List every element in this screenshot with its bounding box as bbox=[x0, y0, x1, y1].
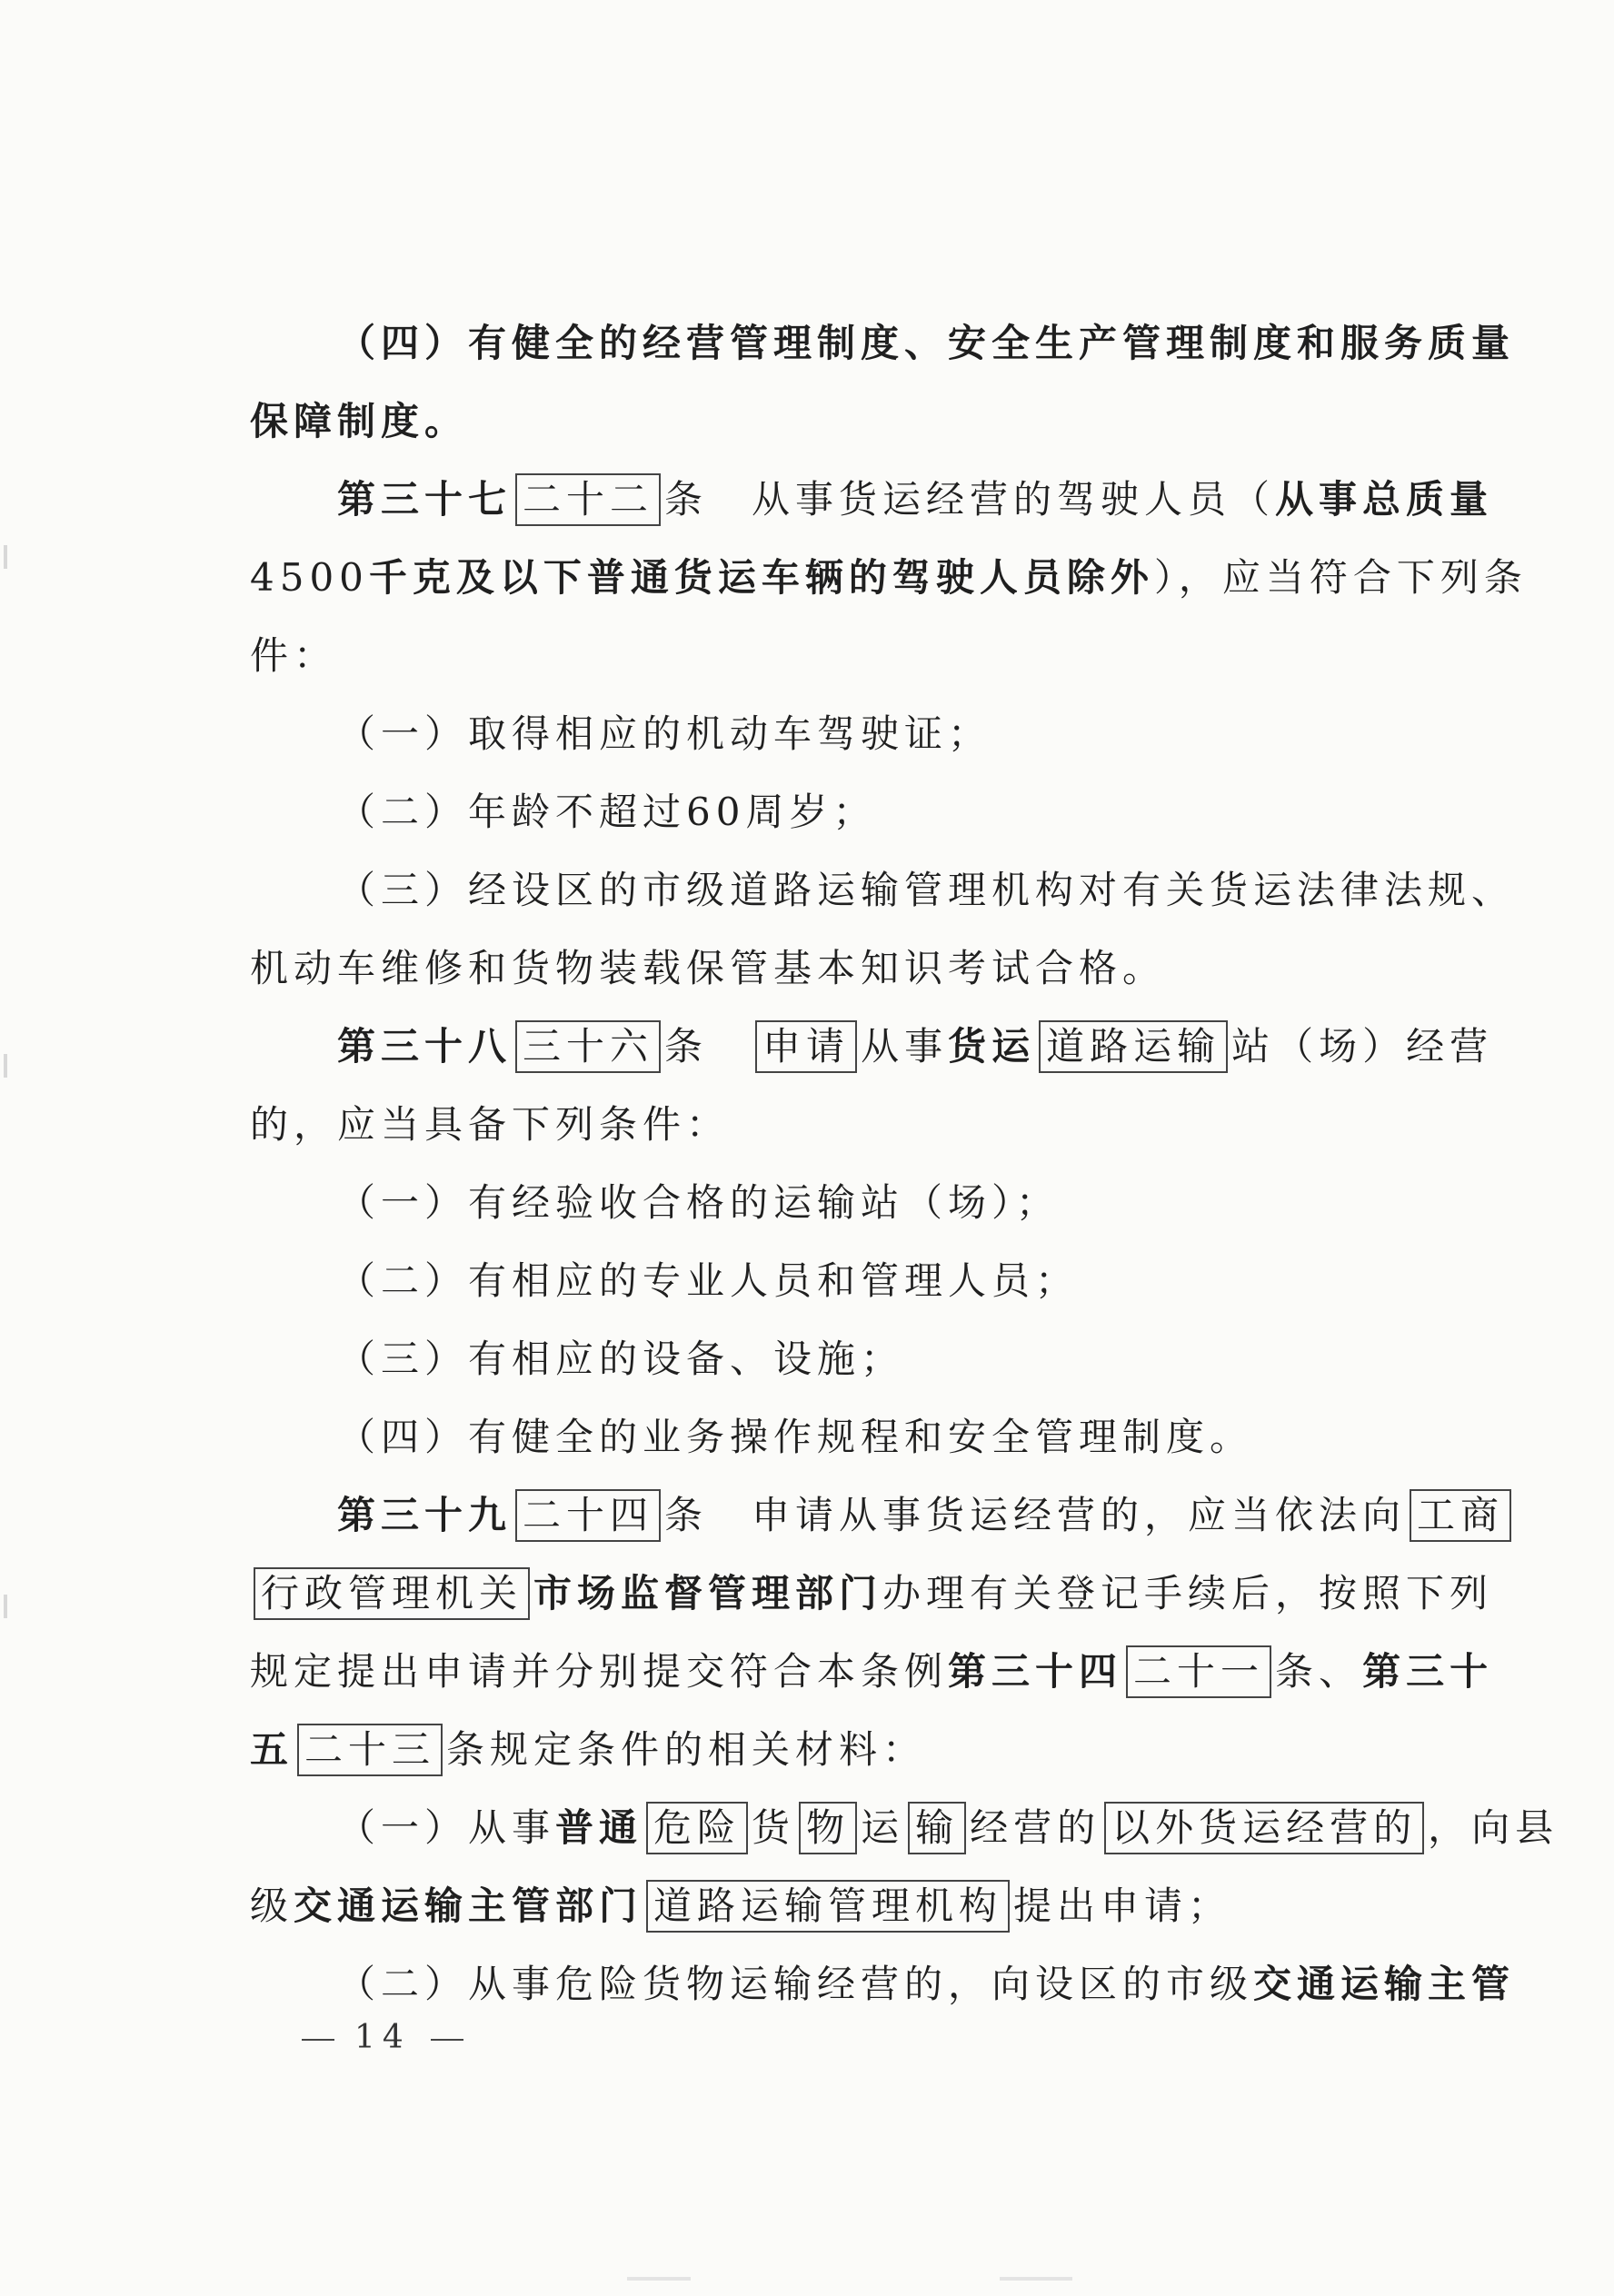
text-segment: 站（场）经营 bbox=[1231, 1024, 1494, 1068]
scan-smudge bbox=[627, 2277, 691, 2281]
text-segment: 机动车维修和货物装载保管基本知识考试合格。 bbox=[250, 946, 1167, 990]
scan-smudge bbox=[1000, 2277, 1072, 2281]
added-text-bold: （四）有健全的经营管理制度、安全生产管理制度和服务质量 bbox=[337, 321, 1516, 365]
text-segment: 级 bbox=[250, 1884, 294, 1928]
added-text-bold: 千克及以下普通货运车辆的驾驶人员除外 bbox=[368, 555, 1154, 600]
text-segment: 的，应当具备下列条件： bbox=[250, 1102, 731, 1147]
text-line bbox=[250, 851, 1516, 929]
deleted-text-box: 危险 bbox=[646, 1802, 748, 1854]
deleted-text-box: 二十一 bbox=[1126, 1645, 1271, 1698]
deleted-text-box: 物 bbox=[799, 1802, 857, 1854]
text-segment: （三）有相应的设备、设施； bbox=[337, 1337, 905, 1381]
text-line bbox=[250, 1086, 1377, 1164]
added-text-bold: 从事总质量 bbox=[1275, 477, 1494, 522]
text-line bbox=[250, 1633, 1494, 1711]
added-text-bold: 第三十七 bbox=[337, 477, 513, 522]
footer-dash-right bbox=[431, 2039, 463, 2041]
text-line bbox=[250, 1476, 1505, 1555]
added-text-bold: 保障制度。 bbox=[250, 399, 469, 443]
scan-edge-mark bbox=[4, 545, 7, 569]
text-segment: （一）取得相应的机动车驾驶证； bbox=[337, 711, 992, 756]
text-segment: 条 申请从事货运经营的，应当依法向 bbox=[664, 1493, 1407, 1537]
text-segment: 条 bbox=[664, 1024, 752, 1068]
text-segment: ，向县 bbox=[1428, 1805, 1559, 1850]
text-segment: 办理有关登记手续后，按照下列 bbox=[882, 1571, 1494, 1615]
text-line bbox=[250, 304, 1516, 383]
text-segment: 条规定条件的相关材料： bbox=[446, 1727, 927, 1772]
document-body bbox=[250, 304, 1559, 2023]
deleted-text-box: 二十三 bbox=[297, 1724, 443, 1776]
deleted-text-box: 二十二 bbox=[515, 473, 661, 526]
text-segment: （二）从事危险货物运输经营的，向设区的市级 bbox=[337, 1962, 1254, 2006]
text-line bbox=[250, 1320, 1377, 1398]
text-line bbox=[250, 1398, 1377, 1476]
scan-edge-mark bbox=[4, 1595, 7, 1618]
text-segment: 提出申请； bbox=[1013, 1884, 1232, 1928]
text-segment: 条 从事货运经营的驾驶人员（ bbox=[664, 477, 1276, 522]
text-line bbox=[250, 539, 1528, 617]
page-number: 14 bbox=[354, 2019, 411, 2056]
text-line bbox=[250, 1164, 1377, 1242]
deleted-text-box: 工商 bbox=[1410, 1489, 1511, 1542]
deleted-text-box: 申请 bbox=[755, 1020, 857, 1073]
text-segment: 件： bbox=[250, 633, 338, 678]
text-line bbox=[250, 617, 1377, 695]
deleted-text-box: 道路运输管理机构 bbox=[646, 1880, 1010, 1933]
added-text-bold: 第三十 bbox=[1362, 1649, 1494, 1694]
deleted-text-box: 输 bbox=[908, 1802, 966, 1854]
text-line bbox=[250, 1945, 1516, 2023]
deleted-text-box: 二十四 bbox=[515, 1489, 661, 1542]
deleted-text-box: 道路运输 bbox=[1039, 1020, 1228, 1073]
scan-edge-mark bbox=[4, 1054, 7, 1078]
text-segment: 运 bbox=[861, 1805, 905, 1850]
text-line bbox=[250, 1867, 1377, 1945]
text-segment: ），应当符合下列条 bbox=[1153, 555, 1528, 600]
text-line bbox=[250, 929, 1377, 1008]
text-segment: （一）从事 bbox=[337, 1805, 556, 1850]
text-line bbox=[250, 1789, 1559, 1867]
added-text-bold: 第三十九 bbox=[337, 1493, 513, 1537]
added-text-bold: 第三十四 bbox=[948, 1649, 1123, 1694]
added-text-bold: 货运 bbox=[948, 1024, 1036, 1068]
text-line bbox=[250, 383, 1377, 461]
text-line bbox=[250, 1242, 1377, 1320]
text-line bbox=[250, 1711, 1377, 1789]
deleted-text-box: 行政管理机关 bbox=[254, 1567, 530, 1620]
text-segment: 货 bbox=[752, 1805, 796, 1850]
text-segment: 规定提出申请并分别提交符合本条例 bbox=[250, 1649, 949, 1694]
text-segment: 4500 bbox=[250, 555, 369, 600]
text-line bbox=[250, 1555, 1494, 1633]
added-text-bold: 第三十八 bbox=[337, 1024, 513, 1068]
text-segment: 从事 bbox=[861, 1024, 949, 1068]
text-segment: 条、 bbox=[1275, 1649, 1363, 1694]
added-text-bold: 五 bbox=[250, 1727, 294, 1772]
text-segment: （三）经设区的市级道路运输管理机构对有关货运法律法规、 bbox=[337, 868, 1516, 912]
page-footer bbox=[282, 2019, 483, 2056]
text-segment: （一）有经验收合格的运输站（场）； bbox=[337, 1180, 1061, 1225]
deleted-text-box: 以外货运经营的 bbox=[1104, 1802, 1424, 1854]
text-line bbox=[250, 461, 1494, 539]
added-text-bold: 交通运输主管 bbox=[1253, 1962, 1516, 2006]
text-line bbox=[250, 695, 1377, 773]
text-segment: 经营的 bbox=[970, 1805, 1101, 1850]
added-text-bold: 普通 bbox=[555, 1805, 643, 1850]
added-text-bold: 市场监督管理部门 bbox=[533, 1571, 883, 1615]
text-segment: （四）有健全的业务操作规程和安全管理制度。 bbox=[337, 1415, 1254, 1459]
text-line bbox=[250, 773, 1377, 851]
added-text-bold: 交通运输主管部门 bbox=[294, 1884, 643, 1928]
text-segment: （二）有相应的专业人员和管理人员； bbox=[337, 1258, 1080, 1303]
footer-dash-left bbox=[302, 2039, 334, 2041]
text-line bbox=[250, 1008, 1494, 1086]
deleted-text-box: 三十六 bbox=[515, 1020, 661, 1073]
text-segment: （二）年龄不超过60周岁； bbox=[337, 790, 877, 834]
